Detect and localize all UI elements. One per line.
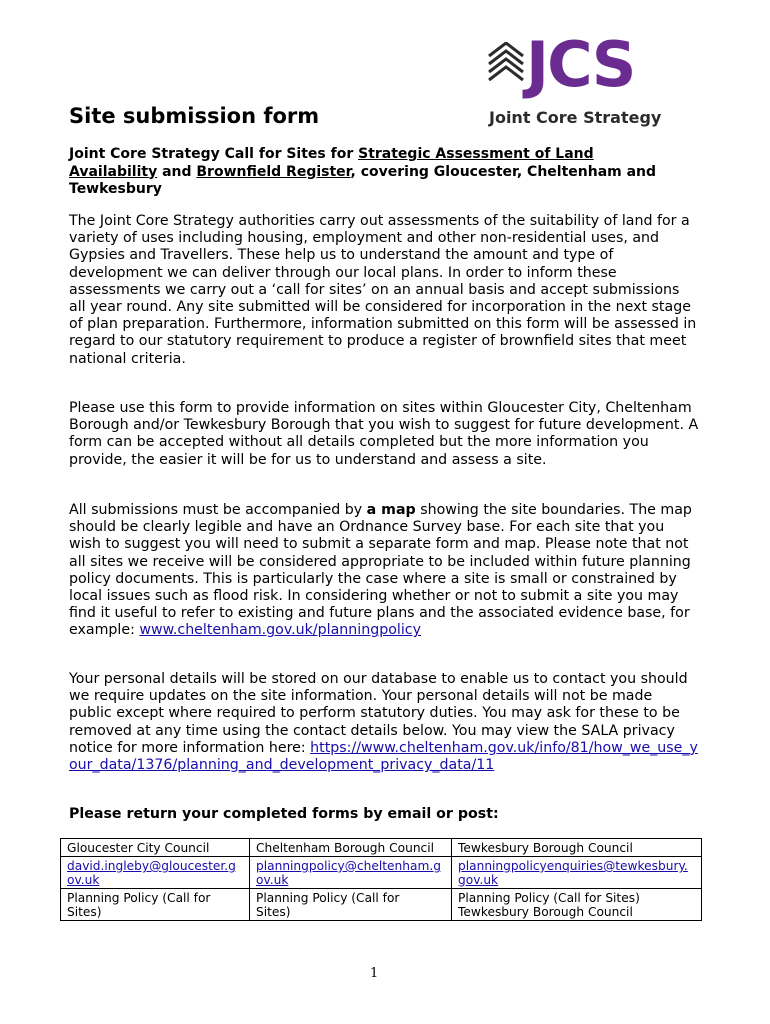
page-title: Site submission form [69,104,320,128]
privacy-paragraph [69,671,699,774]
form-subtitle [69,146,669,199]
table-row [61,857,702,889]
privacy-notice-link[interactable]: https://www.cheltenham.gov.uk/info/81/how_we_use_your_data/1376/planning_and_development_privacy_data/11 [69,739,698,774]
subtitle-mid: and [157,163,197,180]
instructions-paragraph: Please use this form to provide information on sites within Gloucester City, Cheltenham Borough and/or Tewkesbury Borough that you wish to suggest for future development. A form can be accepted without all details completed but the more information you provide, the easier it will be for us to understand and assess a site. [69,400,699,468]
address-line: Planning Policy (Call for Sites) [458,891,640,905]
address-cell [452,889,702,921]
p3-bold: a map [366,502,416,518]
gloucester-email-link[interactable]: david.ingleby@gloucester.gov.uk [67,859,236,887]
subtitle-prefix: Joint Core Strategy Call for Sites for [69,146,359,162]
jcs-logo [486,28,690,132]
cheltenham-email-link[interactable]: planningpolicy@cheltenham.gov.uk [256,859,441,887]
email-cell [61,857,250,889]
page-number: 1 [370,966,379,981]
address-line: Sites) [67,905,102,919]
brownfield-register-link[interactable]: Brownfield Register [196,163,351,180]
chevron-stack-icon [486,42,526,86]
address-line: Planning Policy (Call for [256,891,400,905]
p3-before: All submissions must be accompanied by [69,502,367,518]
table-row [61,839,702,857]
council-name-gloucester: Gloucester City Council [61,839,250,857]
map-requirements-paragraph [69,502,699,640]
council-name-tewkesbury: Tewkesbury Borough Council [452,839,702,857]
council-contacts-table [60,838,702,921]
sala-link[interactable]: Strategic Assessment of Land Availability [69,146,594,180]
address-cell [61,889,250,921]
intro-paragraph: The Joint Core Strategy authorities carry out assessments of the suitability of land for a variety of uses including housing, employment and other non-residential uses, and Gypsies and Travellers. These help us to understand the amount and type of development we can deliver through our local plans. In order to inform these assessments we carry out a ‘call for sites’ on an annual basis and accept submissions all year round. Any site submitted will be considered for incorporation in the next stage of plan preparation. Furthermore, information submitted on this form will be assessed in regard to our statutory requirement to produce a register of brownfield sites that meet national criteria. [69,213,697,367]
p3-after: showing the site boundaries. The map should be clearly legible and have an Ordnance Survey base. For each site that you wish to suggest you will need to submit a separate form and map. Please note that not all sites we receive will be considered appropriate to be included within future planning policy documents. This is particularly the case where a site is small or constrained by local issues such as flood risk. In considering whether or not to submit a site you may find it useful to refer to existing and future plans and the associated evidence base, for example: [69,502,692,639]
council-name-cheltenham: Cheltenham Borough Council [250,839,452,857]
planning-policy-link[interactable]: www.cheltenham.gov.uk/planningpolicy [139,622,421,639]
address-cell [250,889,452,921]
address-line: Sites) [256,905,291,919]
address-line: Planning Policy (Call for [67,891,211,905]
p4-text: Your personal details will be stored on our database to enable us to contact you should we require updates on the site information. Your personal details will not be made public except where required to perform statutory duties. You may ask for these to be removed at any time using the contact details below. You may view the SALA privacy notice for more information here: [69,671,688,756]
table-row [61,889,702,921]
logo-mark: JCS [526,28,635,101]
return-heading: Please return your completed forms by email or post: [69,806,499,822]
tewkesbury-email-link[interactable]: planningpolicyenquiries@tewkesbury.gov.uk [458,859,688,887]
email-cell [452,857,702,889]
address-line: Tewkesbury Borough Council [458,905,633,919]
logo-tagline: Joint Core Strategy [489,108,662,127]
subtitle-suffix: , covering Gloucester, Cheltenham and Tewkesbury [69,163,657,197]
email-cell [250,857,452,889]
